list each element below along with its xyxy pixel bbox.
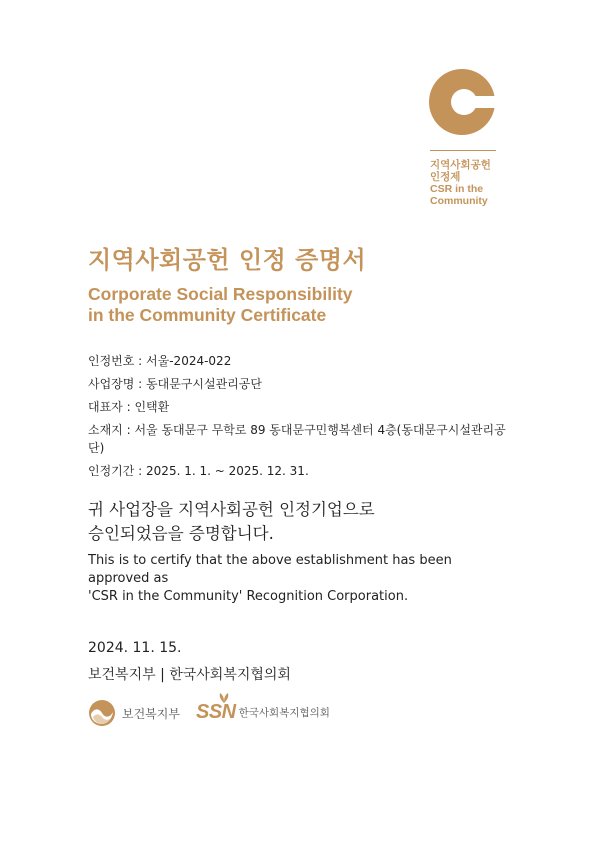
statement-korean-line-1: 귀 사업장을 지역사회공헌 인정기업으로 [88, 500, 375, 519]
badge-line-2: 인정제 [430, 171, 461, 183]
certificate-number: 인정번호 : 서울-2024-022 [88, 354, 232, 368]
ssn-leaf-icon [216, 692, 232, 704]
representative: 대표자 : 인택환 [88, 400, 170, 414]
issue-date: 2024. 11. 15. [88, 640, 182, 656]
address: 소재지 : 서울 동대문구 무학로 89 동대문구민행복센터 4층(동대문구시설관리공단) [88, 423, 506, 455]
badge-line-1: 지역사회공헌 [430, 159, 491, 171]
ssn-logo-label: 한국사회복지협의회 [238, 706, 330, 719]
issuers: 보건복지부 | 한국사회복지협의회 [88, 667, 291, 683]
badge-line-4: Community [430, 195, 488, 207]
ssn-logo [196, 695, 330, 729]
csr-c-icon [426, 66, 498, 138]
moh-logo-label: 보건복지부 [122, 706, 180, 721]
certificate-info [88, 352, 508, 485]
title-english-line-2: in the Community Certificate [88, 305, 327, 325]
title-english-line-1: Corporate Social Responsibility [88, 284, 353, 304]
statement-english-line-3: 'CSR in the Community' Recognition Corporation. [88, 589, 409, 604]
statement-korean [88, 498, 518, 546]
statement-english-line-2: approved as [88, 571, 169, 586]
statement-korean-line-2: 승인되었음을 증명합니다. [88, 524, 274, 543]
badge-divider [430, 150, 496, 151]
recognition-period: 인정기간 : 2025. 1. 1. ~ 2025. 12. 31. [88, 464, 309, 478]
moh-logo [88, 698, 180, 728]
certificate-title-korean: 지역사회공헌 인정 증명서 [88, 246, 367, 274]
ssn-logo-word-text: SSN [196, 700, 236, 723]
statement-english-line-1: This is to certify that the above establishment has been [88, 553, 452, 568]
csr-badge [426, 66, 498, 138]
badge-line-3: CSR in the [430, 183, 484, 195]
taegeuk-emblem-icon [88, 699, 116, 727]
certificate-title-english [88, 284, 353, 326]
business-name: 사업장명 : 동대문구시설관리공단 [88, 377, 262, 391]
badge-text [430, 159, 491, 207]
statement-english [88, 552, 508, 606]
ssn-logo-word [196, 701, 236, 724]
